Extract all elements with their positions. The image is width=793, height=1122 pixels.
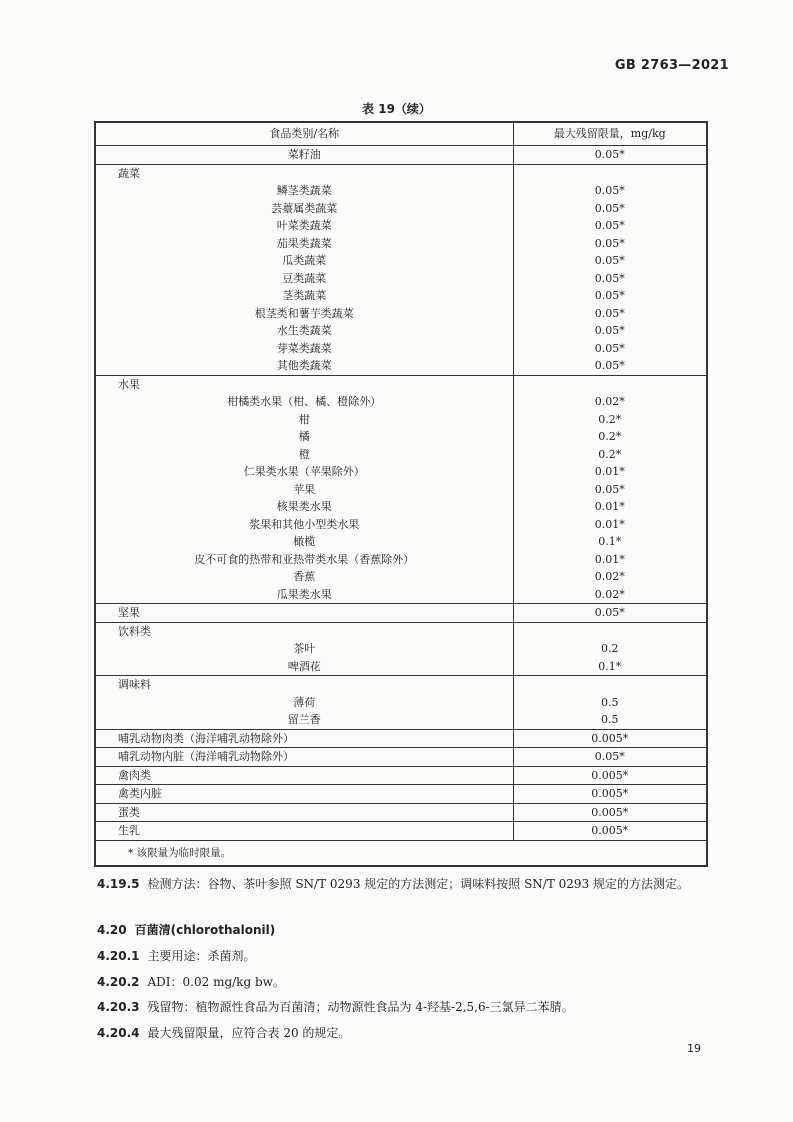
table-row (95, 640, 707, 658)
food-name-cell: 香蕉 (95, 568, 513, 586)
food-name-cell: 浆果和其他小型类水果 (95, 516, 513, 534)
table-row (95, 340, 707, 358)
limit-value-cell: 0.05* (594, 289, 625, 302)
table-group-row (95, 375, 707, 393)
table-row (95, 694, 707, 712)
food-name-cell: 啤酒花 (95, 658, 513, 676)
limit-value-cell: 0.05* (594, 236, 625, 250)
table-row (95, 235, 707, 253)
table-row (95, 270, 707, 288)
food-name-cell: 茄果类蔬菜 (95, 235, 513, 253)
food-name-cell: 蛋类 (95, 803, 513, 822)
table-row (95, 463, 707, 481)
limit-value-cell: 0.05* (594, 201, 625, 215)
para-number: 4.19.5 (97, 877, 140, 891)
food-name-cell: 茎类蔬菜 (95, 287, 513, 305)
table-row (95, 604, 707, 623)
table-header-row (95, 122, 707, 146)
food-name-cell: 瓜果类水果 (95, 586, 513, 604)
food-name-cell: 坚果 (95, 604, 513, 623)
limit-value-cell: 0.01* (594, 552, 625, 566)
table-row (95, 446, 707, 464)
food-name-cell: 禽类内脏 (95, 785, 513, 804)
food-name-cell: 水生类蔬菜 (95, 322, 513, 340)
limit-value-cell: 0.05* (513, 604, 707, 623)
limit-value-cell: 0.05* (594, 306, 625, 320)
limit-value-cell: 0.2* (598, 447, 622, 461)
food-name-cell: 豆类蔬菜 (95, 270, 513, 288)
table-row (95, 766, 707, 785)
limit-value-cell (513, 164, 707, 182)
limit-value-cell: 0.05* (513, 146, 707, 165)
table-row (95, 200, 707, 218)
limit-value-cell: 0.02* (594, 570, 625, 583)
table-row (95, 252, 707, 270)
food-name-cell: 哺乳动物内脏（海洋哺乳动物除外） (95, 748, 513, 767)
food-name-cell: 瓜类蔬菜 (95, 252, 513, 270)
limit-value-cell: 0.5 (601, 695, 619, 709)
food-name-cell: 仁果类水果（苹果除外） (95, 463, 513, 481)
para-4-20-2 (97, 972, 709, 992)
limit-value-cell: 0.05* (594, 219, 625, 232)
limit-value-cell: 0.05* (513, 748, 707, 767)
para-text: 主要用途：杀菌剂。 (147, 949, 256, 963)
para-number: 4.20.3 (97, 1000, 140, 1014)
limit-value-cell: 0.05* (594, 324, 625, 337)
page-number: 19 (687, 1042, 701, 1055)
limit-value-cell: 0.005* (513, 803, 707, 822)
table-row (95, 711, 707, 729)
food-name-cell: 柑橘类水果（柑、橘、橙除外） (95, 393, 513, 411)
limit-value-cell: 0.05* (594, 184, 625, 197)
food-name-cell: 菜籽油 (95, 146, 513, 165)
food-name-cell: 生乳 (95, 822, 513, 841)
limit-value-cell: 0.005* (513, 729, 707, 748)
limit-value-cell (513, 622, 707, 640)
limit-value-cell: 0.05* (594, 359, 625, 372)
para-number: 4.20.4 (97, 1026, 140, 1040)
table-row (95, 305, 707, 323)
table-row (95, 411, 707, 429)
limit-value-cell: 0.1* (598, 535, 622, 548)
limit-value-cell: 0.02* (594, 587, 625, 601)
food-name-cell: 叶菜类蔬菜 (95, 217, 513, 235)
food-name-cell: 核果类水果 (95, 498, 513, 516)
para-4-20 (97, 920, 709, 940)
table-row (95, 533, 707, 551)
food-name-cell: 橄榄 (95, 533, 513, 551)
limit-value-cell: 0.05* (594, 341, 625, 355)
para-number: 4.20.2 (97, 975, 140, 989)
table-row (95, 803, 707, 822)
para-4-20-4 (97, 1023, 709, 1043)
table-row (95, 729, 707, 748)
limit-value-cell: 0.05* (594, 254, 625, 267)
limit-value-cell: 0.2* (598, 430, 622, 443)
residue-limit-table-wrapper (94, 121, 706, 867)
food-name-cell: 根茎类和薯芋类蔬菜 (95, 305, 513, 323)
table-row (95, 586, 707, 604)
para-number: 4.20.1 (97, 949, 140, 963)
limit-value-cell: 0.02* (594, 395, 625, 408)
table-row (95, 481, 707, 499)
table-row (95, 182, 707, 200)
para-4-19-5 (97, 874, 709, 894)
food-name-cell: 苹果 (95, 481, 513, 499)
food-name-cell: 薄荷 (95, 694, 513, 712)
para-text: ADI：0.02 mg/kg bw。 (147, 975, 285, 989)
food-name-cell: 禽肉类 (95, 766, 513, 785)
table-row (95, 568, 707, 586)
limit-value-cell: 0.005* (513, 766, 707, 785)
limit-value-cell: 0.2 (601, 642, 619, 655)
food-name-cell: 留兰香 (95, 711, 513, 729)
para-4-20-3 (97, 997, 709, 1017)
food-name-cell: 皮不可食的热带和亚热带类水果（香蕉除外） (95, 551, 513, 569)
table-row (95, 785, 707, 804)
food-name-cell: 柑 (95, 411, 513, 429)
para-4-20-1 (97, 946, 709, 966)
limit-value-cell: 0.1* (598, 659, 622, 673)
limit-value-cell: 0.01* (594, 517, 625, 531)
table-row (95, 551, 707, 569)
food-name-cell: 哺乳动物肉类（海洋哺乳动物除外） (95, 729, 513, 748)
food-group-cell: 调味料 (95, 676, 513, 694)
table-group-row (95, 676, 707, 694)
food-group-cell: 饮料类 (95, 622, 513, 640)
food-name-cell: 茶叶 (95, 640, 513, 658)
food-name-cell: 橙 (95, 446, 513, 464)
table-row (95, 748, 707, 767)
para-text: 最大残留限量，应符合表 20 的规定。 (147, 1026, 351, 1040)
section-title: 百菌清(chlorothalonil) (134, 923, 276, 937)
residue-limit-table (94, 121, 708, 867)
limit-value-cell: 0.05* (594, 482, 625, 496)
food-group-cell: 蔬菜 (95, 164, 513, 182)
column-header-food: 食品类别/名称 (95, 122, 513, 146)
table-group-row (95, 164, 707, 182)
table-row (95, 146, 707, 165)
food-name-cell: 橘 (95, 428, 513, 446)
column-header-limit: 最大残留限量，mg/kg (513, 122, 707, 146)
table-row (95, 287, 707, 305)
limit-value-cell: 0.01* (594, 465, 625, 478)
table-footnote-row (95, 840, 707, 866)
limit-value-cell: 0.005* (513, 785, 707, 804)
table-row (95, 217, 707, 235)
food-name-cell: 其他类蔬菜 (95, 357, 513, 375)
limit-value-cell: 0.05* (594, 271, 625, 285)
limit-value-cell (513, 676, 707, 694)
food-name-cell: 芽菜类蔬菜 (95, 340, 513, 358)
standard-code: GB 2763—2021 (614, 58, 729, 73)
limit-value-cell: 0.01* (594, 500, 625, 513)
table-group-row (95, 622, 707, 640)
limit-value-cell: 0.5 (601, 713, 619, 726)
table-row (95, 428, 707, 446)
table-row (95, 516, 707, 534)
table-row (95, 322, 707, 340)
limit-value-cell: 0.2* (598, 412, 622, 426)
table-row (95, 357, 707, 375)
table-row (95, 822, 707, 841)
para-number: 4.20 (97, 923, 127, 937)
table-row (95, 658, 707, 676)
table-row (95, 393, 707, 411)
food-group-cell: 水果 (95, 375, 513, 393)
table-row (95, 498, 707, 516)
limit-value-cell: 0.005* (513, 822, 707, 841)
food-name-cell: 芸薹属类蔬菜 (95, 200, 513, 218)
para-text: 残留物：植物源性食品为百菌清；动物源性食品为 4-羟基-2,5,6-三氯异二苯腈。 (147, 1000, 574, 1014)
table-body (95, 146, 707, 866)
table-footnote: * 该限量为临时限量。 (95, 840, 707, 866)
food-name-cell: 鳞茎类蔬菜 (95, 182, 513, 200)
para-text: 检测方法：谷物、茶叶参照 SN/T 0293 规定的方法测定；调味料按照 SN/T 0293 规定的方法测定。 (147, 877, 690, 891)
limit-value-cell (513, 375, 707, 393)
table-title: 表 19（续） (362, 102, 431, 116)
